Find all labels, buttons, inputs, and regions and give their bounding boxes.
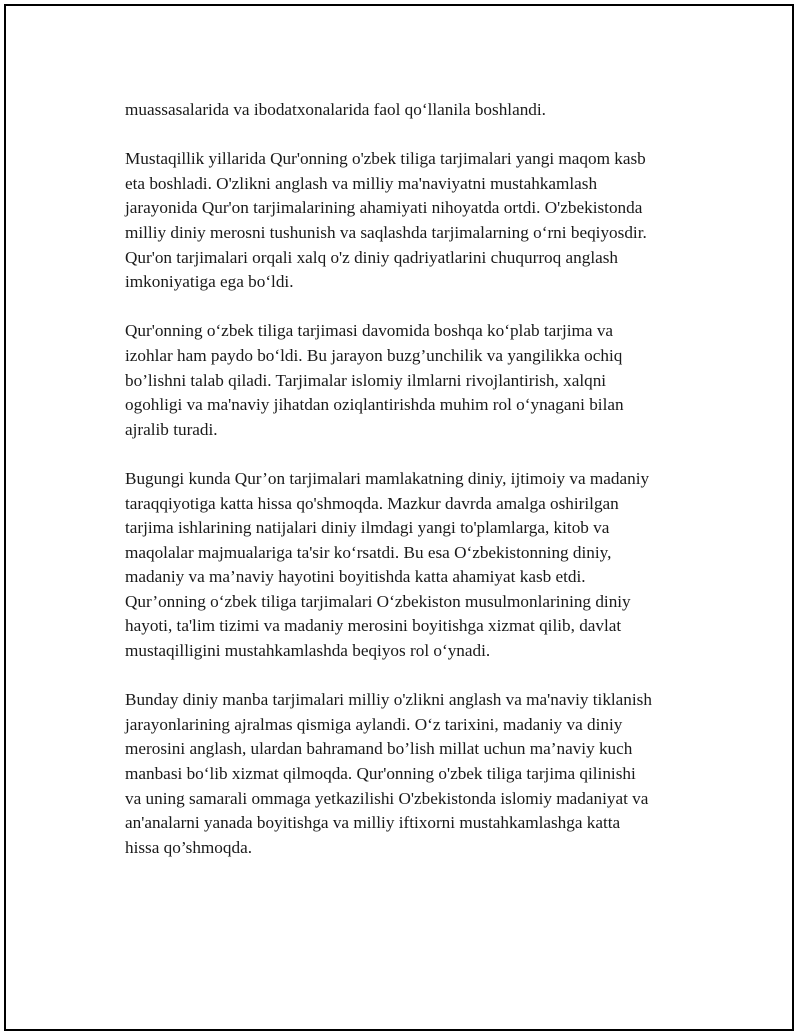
text-line: milliy diniy merosni tushunish va saqlashda tarjimalarning o‘rni beqiyosdir.	[125, 222, 647, 242]
text-line: jarayonlarining ajralmas qismiga aylandi. O‘z tarixini, madaniy va diniy	[125, 714, 623, 734]
text-line: bo’lishni talab qiladi. Tarjimalar islomiy ilmlarni rivojlantirish, xalqni	[125, 370, 607, 390]
text-line: imkoniyatiga ega bo‘ldi.	[125, 272, 294, 292]
text-line: eta boshladi. O'zlikni anglash va milliy ma'naviyatni mustahkamlash	[125, 173, 598, 193]
paragraph-3	[125, 319, 695, 442]
text-line: Bunday diniy manba tarjimalari milliy o'zlikni anglash va ma'naviy tiklanish	[125, 690, 652, 710]
text-line: mustaqilligini mustahkamlashda beqiyos rol o‘ynadi.	[125, 641, 491, 661]
text-line: Qur'onning o‘zbek tiliga tarjimasi davomida boshqa ko‘plab tarjima va	[125, 321, 614, 341]
text-line: hissa qo’shmoqda.	[125, 837, 252, 857]
document-body	[125, 98, 695, 885]
text-line: Qur’onning o‘zbek tiliga tarjimalari O‘zbekiston musulmonlarining diniy	[125, 591, 631, 611]
text-line: Bugungi kunda Qur’on tarjimalari mamlakatning diniy, ijtimoiy va madaniy	[125, 468, 650, 488]
text-line: manbasi bo‘lib xizmat qilmoqda. Qur'onning o'zbek tiliga tarjima qilinishi	[125, 764, 636, 784]
paragraph-1	[125, 98, 695, 123]
text-line: va uning samarali ommaga yetkazilishi O'zbekistonda islomiy madaniyat va	[125, 788, 649, 808]
text-line: taraqqiyotiga katta hissa qo'shmoqda. Mazkur davrda amalga oshirilgan	[125, 493, 619, 513]
text-line: ajralib turadi.	[125, 419, 218, 439]
paragraph-4	[125, 467, 695, 664]
paragraph-2	[125, 147, 695, 295]
text-line: tarjima ishlarining natijalari diniy ilmdagi yangi to'plamlarga, kitob va	[125, 518, 610, 538]
text-line: Mustaqillik yillarida Qur'onning o'zbek tiliga tarjimalari yangi maqom kasb	[125, 149, 646, 169]
text-line: hayoti, ta'lim tizimi va madaniy merosini boyitishga xizmat qilib, davlat	[125, 616, 622, 636]
text-line: jarayonida Qur'on tarjimalarining ahamiyati nihoyatda ortdi. O'zbekistonda	[125, 198, 643, 218]
text-line: muassasalarida va ibodatxonalarida faol qo‘llanila boshlandi.	[125, 100, 546, 119]
text-line: Qur'on tarjimalari orqali xalq o'z diniy qadriyatlarini chuqurroq anglash	[125, 247, 619, 267]
text-line: izohlar ham paydo bo‘ldi. Bu jarayon buzg’unchilik va yangilikka ochiq	[125, 345, 623, 365]
text-line: madaniy va ma’naviy hayotini boyitishda katta ahamiyat kasb etdi.	[125, 567, 586, 587]
text-line: merosini anglash, ulardan bahramand bo’lish millat uchun ma’naviy kuch	[125, 739, 633, 759]
page-frame	[4, 4, 794, 1031]
paragraph-5	[125, 688, 695, 860]
text-line: maqolalar majmualariga ta'sir ko‘rsatdi. Bu esa O‘zbekistonning diniy,	[125, 542, 612, 562]
text-line: ogohligi va ma'naviy jihatdan oziqlantirishda muhim rol o‘ynagani bilan	[125, 395, 624, 415]
text-line: an'analarni yanada boyitishga va milliy iftixorni mustahkamlashga katta	[125, 813, 621, 833]
